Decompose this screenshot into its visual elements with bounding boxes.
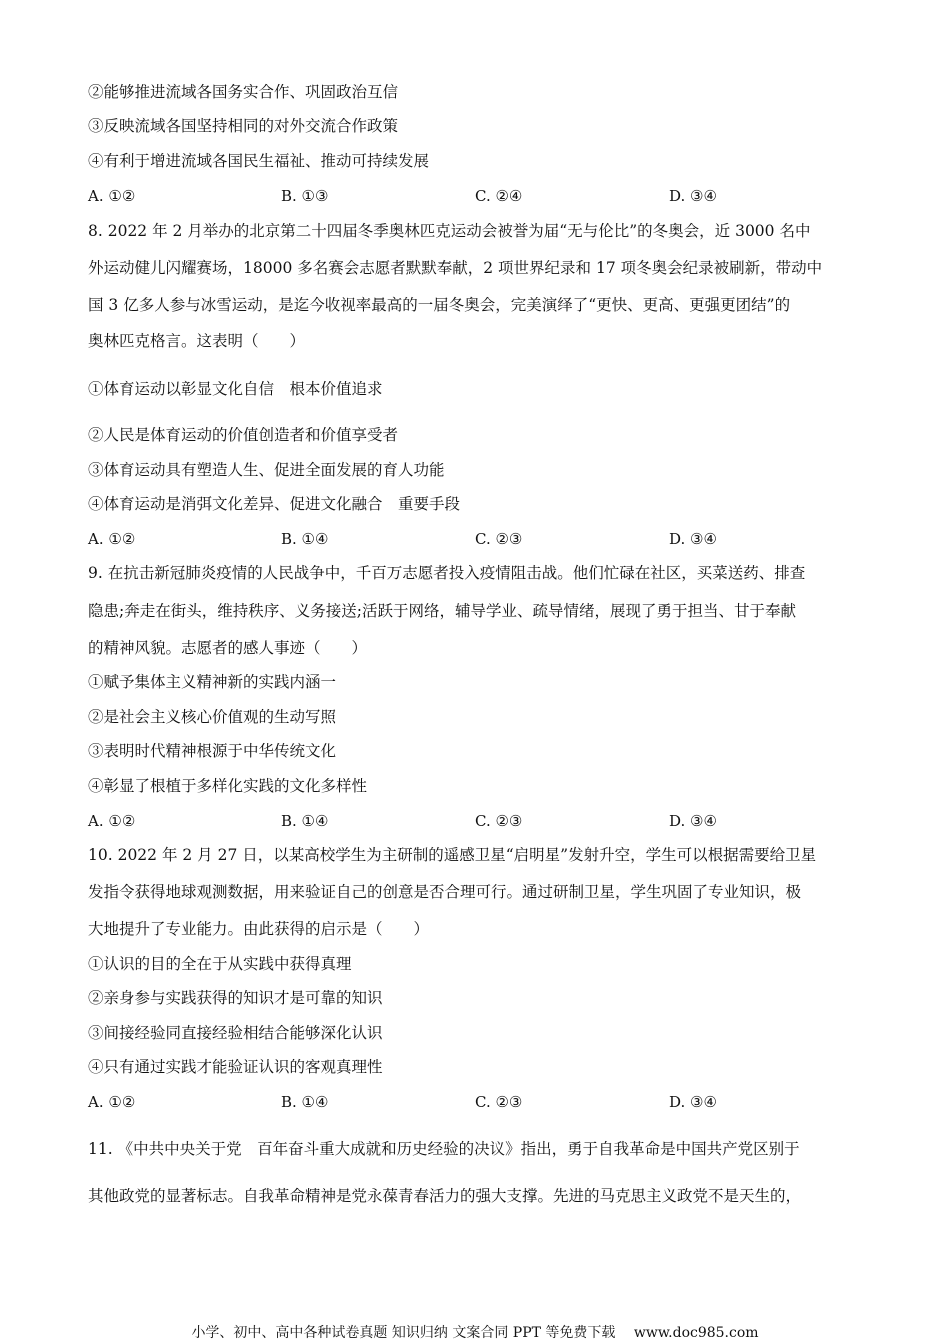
q7-option-b: B. ①③ — [281, 187, 329, 205]
q8-stem-line-1: 8. 2022 年 2 月举办的北京第二十四届冬季奥林匹克运动会被誉为届“无与伦比”的冬奥会，近 3000 名中 — [88, 222, 811, 240]
q8-stem-line-3: 国 3 亿多人参与冰雪运动，是迄今收视率最高的一届冬奥会，完美演绎了“更快、更高、更强更团结”的 — [88, 296, 791, 314]
q9-stem-line-3: 的精神风貌。志愿者的感人事迹（ ） — [88, 639, 368, 657]
q9-item-1: ①赋予集体主义精神新的实践内涵一 — [88, 673, 337, 691]
q9-option-b: B. ①④ — [281, 812, 329, 830]
q10-option-b: B. ①④ — [281, 1093, 329, 1111]
q7-options — [88, 186, 868, 206]
q9-item-2: ②是社会主义核心价值观的生动写照 — [88, 708, 337, 726]
q8-option-c: C. ②③ — [475, 530, 523, 548]
q9-option-d: D. ③④ — [669, 812, 717, 830]
q11-stem-line-2: 其他政党的显著标志。自我革命精神是党永葆青春活力的强大支撑。先进的马克思主义政党不是天生的， — [88, 1187, 802, 1205]
q9-options — [88, 811, 868, 831]
q10-options — [88, 1092, 868, 1112]
q9-item-3: ③表明时代精神根源于中华传统文化 — [88, 742, 337, 760]
q9-option-a: A. ①② — [88, 812, 136, 830]
q9-stem-line-1: 9. 在抗击新冠肺炎疫情的人民战争中，千百万志愿者投入疫情阻击战。他们忙碌在社区，买菜送药、排查 — [88, 564, 806, 582]
q8-option-b: B. ①④ — [281, 530, 329, 548]
q8-item-3: ③体育运动具有塑造人生、促进全面发展的育人功能 — [88, 461, 445, 479]
q8-item-2: ②人民是体育运动的价值创造者和价值享受者 — [88, 426, 399, 444]
q8-item-4: ④体育运动是消弭文化差异、促进文化融合 重要手段 — [88, 495, 461, 513]
q7-item-2: ②能够推进流域各国务实合作、巩固政治互信 — [88, 83, 399, 101]
q9-option-c: C. ②③ — [475, 812, 523, 830]
q8-stem-line-2: 外运动健儿闪耀赛场，18000 多名赛会志愿者默默奉献，2 项世界纪录和 17 项冬奥会纪录被刷新，带动中 — [88, 259, 823, 277]
q7-item-3: ③反映流域各国坚持相同的对外交流合作政策 — [88, 117, 399, 135]
q9-item-4: ④彰显了根植于多样化实践的文化多样性 — [88, 777, 368, 795]
q8-stem-line-4: 奥林匹克格言。这表明（ ） — [88, 332, 306, 350]
q10-item-3: ③间接经验同直接经验相结合能够深化认识 — [88, 1024, 383, 1042]
q8-options — [88, 529, 868, 549]
q10-stem-line-3: 大地提升了专业能力。由此获得的启示是（ ） — [88, 920, 430, 938]
q8-option-d: D. ③④ — [669, 530, 717, 548]
page-footer: 小学、初中、高中各种试卷真题 知识归纳 文案合同 PPT 等免费下载 www.doc985.com — [191, 1325, 759, 1341]
q10-item-1: ①认识的目的全在于从实践中获得真理 — [88, 955, 352, 973]
q7-option-a: A. ①② — [88, 187, 136, 205]
q8-item-1: ①体育运动以彰显文化自信 根本价值追求 — [88, 380, 383, 398]
q10-item-4: ④只有通过实践才能验证认识的客观真理性 — [88, 1058, 383, 1076]
q11-stem-line-1: 11. 《中共中央关于党 百年奋斗重大成就和历史经验的决议》指出，勇于自我革命是中国共产党区别于 — [88, 1140, 800, 1158]
q10-stem-line-2: 发指令获得地球观测数据，用来验证自己的创意是否合理可行。通过研制卫星，学生巩固了专业知识，极 — [88, 883, 802, 901]
q10-stem-line-1: 10. 2022 年 2 月 27 日，以某高校学生为主研制的遥感卫星“启明星”发射升空，学生可以根据需要给卫星 — [88, 846, 817, 864]
q10-option-a: A. ①② — [88, 1093, 136, 1111]
q7-option-c: C. ②④ — [475, 187, 523, 205]
q7-option-d: D. ③④ — [669, 187, 717, 205]
q10-item-2: ②亲身参与实践获得的知识才是可靠的知识 — [88, 989, 383, 1007]
q8-option-a: A. ①② — [88, 530, 136, 548]
q10-option-d: D. ③④ — [669, 1093, 717, 1111]
q9-stem-line-2: 隐患;奔走在街头，维持秩序、义务接送;活跃于网络，辅导学业、疏导情绪，展现了勇于担当、甘于奉献 — [88, 602, 796, 620]
q7-item-4: ④有利于增进流域各国民生福祉、推动可持续发展 — [88, 152, 430, 170]
q10-option-c: C. ②③ — [475, 1093, 523, 1111]
